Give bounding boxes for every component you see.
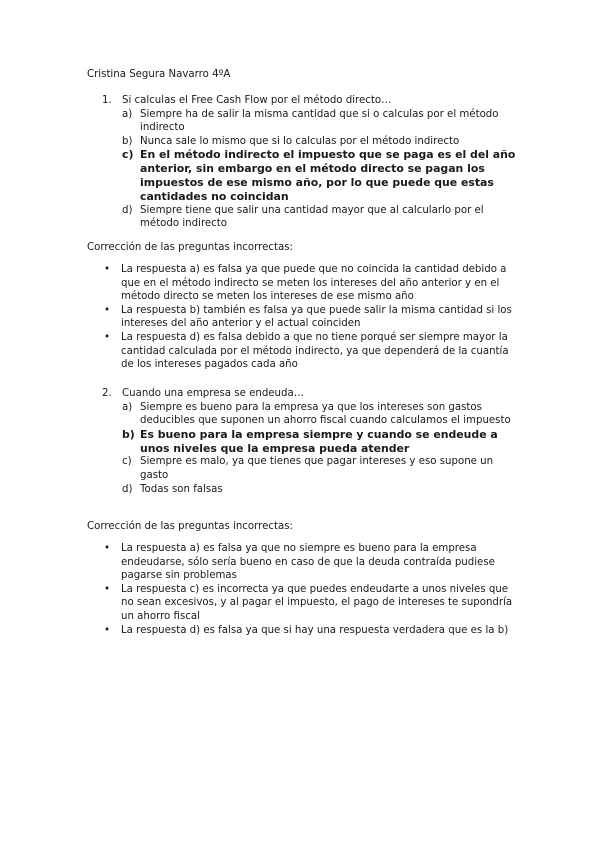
- option-b-correct: [122, 428, 522, 456]
- list-item: [102, 263, 517, 304]
- option-a: [122, 108, 522, 135]
- list-item-text: La respuesta d) es falsa ya que si hay una respuesta verdadera que es la b): [121, 624, 509, 636]
- list-item: [102, 583, 517, 624]
- list-item-text: La respuesta c) es incorrecta ya que puedes endeudarte a unos niveles que no sean excesivos, y al pagar el impuesto, el pago de intereses te supondría un ahorro fiscal: [121, 583, 513, 622]
- bullet-icon: •: [104, 624, 111, 636]
- option-text: Nunca sale lo mismo que si lo calculas por el método indirecto: [140, 135, 460, 147]
- option-c-correct: [122, 148, 522, 203]
- option-letter: d): [122, 483, 133, 495]
- list-item-text: La respuesta a) es falsa ya que puede que no coincida la cantidad debido a que en el método indirecto se meten los intereses del año anterior y en el método directo se meten los intereses de ese mismo año: [121, 264, 507, 303]
- option-text: Todas son falsas: [140, 483, 223, 495]
- option-letter: b): [122, 427, 135, 441]
- option-a: [122, 401, 522, 428]
- list-item: [102, 624, 517, 638]
- list-item: [102, 542, 517, 583]
- list-item: [102, 331, 517, 372]
- option-text: Es bueno para la empresa siempre y cuando se endeude a unos niveles que la empresa pueda atender: [140, 427, 498, 455]
- question-text: Cuando una empresa se endeuda…: [122, 388, 304, 399]
- bullet-icon: •: [104, 583, 111, 595]
- question-number: 1.: [102, 95, 112, 106]
- option-letter: a): [122, 108, 133, 120]
- list-item-text: La respuesta a) es falsa ya que no siempre es bueno para la empresa endeudarse, sólo sería bueno en caso de que la deuda contraída pudiese pagarse sin problemas: [121, 543, 495, 582]
- correction-list-1: [102, 263, 517, 372]
- list-item-text: La respuesta d) es falsa debido a que no tiene porqué ser siempre mayor la cantidad calculada por el método indirecto, ya que dependerá de la cuantía de los intereses pagados cada año: [121, 331, 509, 371]
- option-d: [122, 204, 522, 231]
- author-line: Cristina Segura Navarro 4ºA: [87, 69, 231, 80]
- option-letter: d): [122, 204, 133, 216]
- correction-heading-1: Corrección de las preguntas incorrectas:: [87, 242, 293, 253]
- question-number: 2.: [102, 388, 112, 399]
- list-item: [102, 304, 517, 331]
- option-text: En el método indirecto el impuesto que se paga es el del año anterior, sin embargo en el método directo se pagan los impuestos de ese mismo año, por lo que puede que estas cantidades no coincidan: [140, 148, 516, 203]
- option-text: Siempre tiene que salir una cantidad mayor que al calcularlo por el método indirecto: [140, 204, 484, 230]
- option-letter: c): [122, 456, 132, 468]
- correction-heading-2: Corrección de las preguntas incorrectas:: [87, 521, 293, 532]
- option-d: [122, 483, 522, 497]
- bullet-icon: •: [104, 264, 111, 275]
- list-item-text: La respuesta b) también es falsa ya que puede salir la misma cantidad si los intereses del año anterior y el actual coinciden: [121, 304, 512, 330]
- option-c: [122, 455, 522, 482]
- correction-list-2: [102, 542, 517, 637]
- option-letter: b): [122, 135, 133, 147]
- option-text: Siempre ha de salir la misma cantidad que si o calculas por el método indirecto: [140, 108, 499, 134]
- question-2: [102, 387, 522, 496]
- bullet-icon: •: [104, 543, 111, 554]
- option-letter: c): [122, 148, 134, 162]
- bullet-icon: •: [104, 331, 111, 343]
- option-letter: a): [122, 401, 133, 413]
- question-1: [102, 94, 522, 231]
- option-text: Siempre es bueno para la empresa ya que los intereses son gastos deducibles que suponen un ahorro fiscal cuando calculamos el impuesto: [140, 401, 511, 427]
- option-text: Siempre es malo, ya que tienes que pagar intereses y eso supone un gasto: [140, 456, 494, 481]
- question-text: Si calculas el Free Cash Flow por el método directo…: [122, 95, 392, 106]
- option-b: [122, 135, 522, 149]
- bullet-icon: •: [104, 304, 111, 316]
